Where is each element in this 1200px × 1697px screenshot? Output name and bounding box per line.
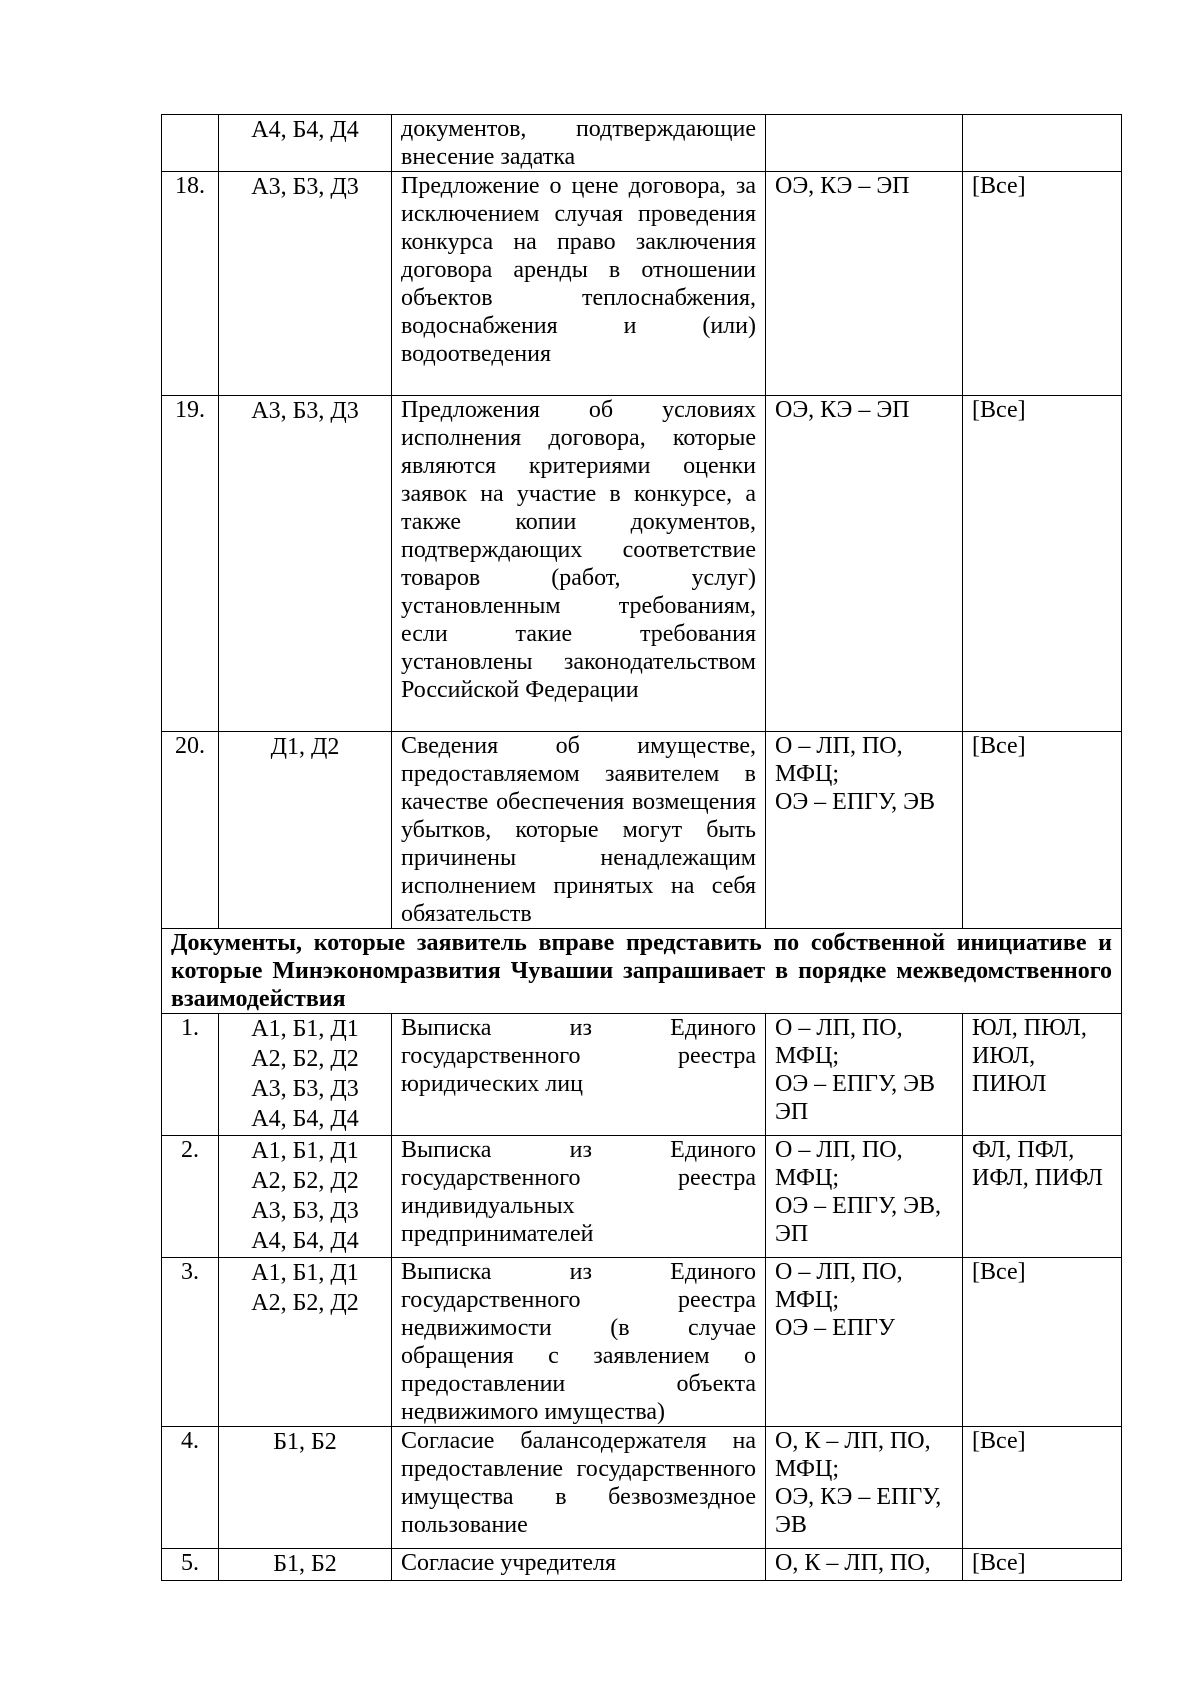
table-row (162, 1136, 1122, 1258)
row-number: 4. (162, 1427, 219, 1549)
row-document: Выписка из Единого государственного реестра юридических лиц (392, 1014, 766, 1136)
row-submission-method (766, 1136, 963, 1258)
row-submission-method (766, 1549, 963, 1581)
section-row (162, 929, 1122, 1014)
row-applicant-type (963, 1258, 1122, 1427)
row-codes (219, 396, 392, 732)
code-line: Б1, Б2 (273, 1551, 337, 1577)
applicant-line: ФЛ, ПФЛ, ИФЛ, ПИФЛ (972, 1137, 1103, 1191)
method-line: О, К – ЛП, ПО, (775, 1550, 931, 1576)
row-document: Выписка из Единого государственного реестра недвижимости (в случае обращения с заявлением о предоставлении объекта недвижимого имущества) (392, 1258, 766, 1427)
row-codes (219, 1427, 392, 1549)
documents-table (161, 114, 1122, 1581)
table-row (162, 396, 1122, 732)
row-applicant-type (963, 1136, 1122, 1258)
applicant-line: [Все] (972, 173, 1026, 199)
row-codes (219, 1136, 392, 1258)
row-codes (219, 1549, 392, 1581)
method-line: ОЭ, КЭ – ЭП (775, 397, 910, 423)
code-line: А1, Б1, Д1 (251, 1260, 359, 1286)
method-line: О – ЛП, ПО, МФЦ; (775, 1137, 903, 1191)
code-line: А2, Б2, Д2 (251, 1290, 359, 1316)
row-submission-method (766, 396, 963, 732)
section-body (162, 929, 1122, 1014)
code-line: А2, Б2, Д2 (251, 1168, 359, 1194)
row-submission-method (766, 172, 963, 396)
table-row (162, 1014, 1122, 1136)
row-submission-method (766, 115, 963, 172)
row-submission-method (766, 1258, 963, 1427)
row-submission-method (766, 1427, 963, 1549)
method-line: ОЭ, КЭ – ЭП (775, 173, 910, 199)
table-body-bottom (162, 1014, 1122, 1581)
row-codes (219, 172, 392, 396)
method-line: ОЭ – ЕПГУ, ЭВ ЭП (775, 1071, 935, 1125)
row-applicant-type (963, 1014, 1122, 1136)
code-line: А1, Б1, Д1 (251, 1138, 359, 1164)
code-line: А1, Б1, Д1 (251, 1016, 359, 1042)
applicant-line: [Все] (972, 733, 1026, 759)
table-row (162, 115, 1122, 172)
code-line: А4, Б4, Д4 (251, 1106, 359, 1132)
row-codes (219, 115, 392, 172)
row-applicant-type (963, 1427, 1122, 1549)
row-number (162, 115, 219, 172)
table-row (162, 172, 1122, 396)
method-line: О – ЛП, ПО, МФЦ; (775, 1259, 903, 1313)
method-line: ОЭ – ЕПГУ (775, 1315, 896, 1341)
method-line: ОЭ, КЭ – ЕПГУ, ЭВ (775, 1484, 942, 1538)
row-applicant-type (963, 1549, 1122, 1581)
applicant-line: [Все] (972, 1259, 1026, 1285)
row-number: 19. (162, 396, 219, 732)
row-document: Согласие балансодержателя на предоставление государственного имущества в безвозмездное пользование (392, 1427, 766, 1549)
table-body-top (162, 115, 1122, 929)
code-line: А3, Б3, Д3 (251, 174, 359, 200)
table-row (162, 732, 1122, 929)
code-line: А2, Б2, Д2 (251, 1046, 359, 1072)
table-row (162, 1427, 1122, 1549)
applicant-line: [Все] (972, 397, 1026, 423)
row-codes (219, 732, 392, 929)
row-codes (219, 1014, 392, 1136)
applicant-line: ЮЛ, ПЮЛ, ИЮЛ, ПИЮЛ (972, 1015, 1087, 1097)
row-document: Сведения об имуществе, предоставляемом заявителем в качестве обеспечения возмещения убытков, которые могут быть причинены ненадлежащим исполнением принятых на себя обязательств (392, 732, 766, 929)
applicant-line: [Все] (972, 1428, 1026, 1454)
row-number: 20. (162, 732, 219, 929)
row-submission-method (766, 1014, 963, 1136)
row-submission-method (766, 732, 963, 929)
row-number: 3. (162, 1258, 219, 1427)
code-line: Б1, Б2 (273, 1429, 337, 1455)
method-line: ОЭ – ЕПГУ, ЭВ (775, 789, 935, 815)
method-line: О, К – ЛП, ПО, МФЦ; (775, 1428, 931, 1482)
row-codes (219, 1258, 392, 1427)
row-applicant-type (963, 732, 1122, 929)
row-number: 1. (162, 1014, 219, 1136)
row-document: Выписка из Единого государственного реестра индивидуальных предпринимателей (392, 1136, 766, 1258)
row-applicant-type (963, 115, 1122, 172)
row-number: 5. (162, 1549, 219, 1581)
row-applicant-type (963, 396, 1122, 732)
row-document: Предложения об условиях исполнения договора, которые являются критериями оценки заявок на участие в конкурсе, а также копии документов, подтверждающих соответствие товаров (работ, услуг) установленным требованиям, если такие требования установлены законодательством Российской Федерации (392, 396, 766, 732)
row-number: 18. (162, 172, 219, 396)
row-document: Согласие учредителя (392, 1549, 766, 1581)
code-line: А3, Б3, Д3 (251, 1198, 359, 1224)
row-document: документов, подтверждающие внесение задатка (392, 115, 766, 172)
code-line: А4, Б4, Д4 (251, 117, 359, 143)
method-line: О – ЛП, ПО, МФЦ; (775, 1015, 903, 1069)
code-line: А4, Б4, Д4 (251, 1228, 359, 1254)
table-row (162, 1549, 1122, 1581)
row-applicant-type (963, 172, 1122, 396)
row-document: Предложение о цене договора, за исключением случая проведения конкурса на право заключения договора аренды в отношении объектов теплоснабжения, водоснабжения и (или) водоотведения (392, 172, 766, 396)
method-line: ОЭ – ЕПГУ, ЭВ, ЭП (775, 1193, 941, 1247)
code-line: А3, Б3, Д3 (251, 1076, 359, 1102)
applicant-line: [Все] (972, 1550, 1026, 1576)
table-row (162, 1258, 1122, 1427)
code-line: Д1, Д2 (270, 734, 340, 760)
section-title: Документы, которые заявитель вправе представить по собственной инициативе и которые Минэкономразвития Чувашии запрашивает в порядке межведомственного взаимодействия (162, 929, 1122, 1014)
row-number: 2. (162, 1136, 219, 1258)
method-line: О – ЛП, ПО, МФЦ; (775, 733, 903, 787)
code-line: А3, Б3, Д3 (251, 398, 359, 424)
